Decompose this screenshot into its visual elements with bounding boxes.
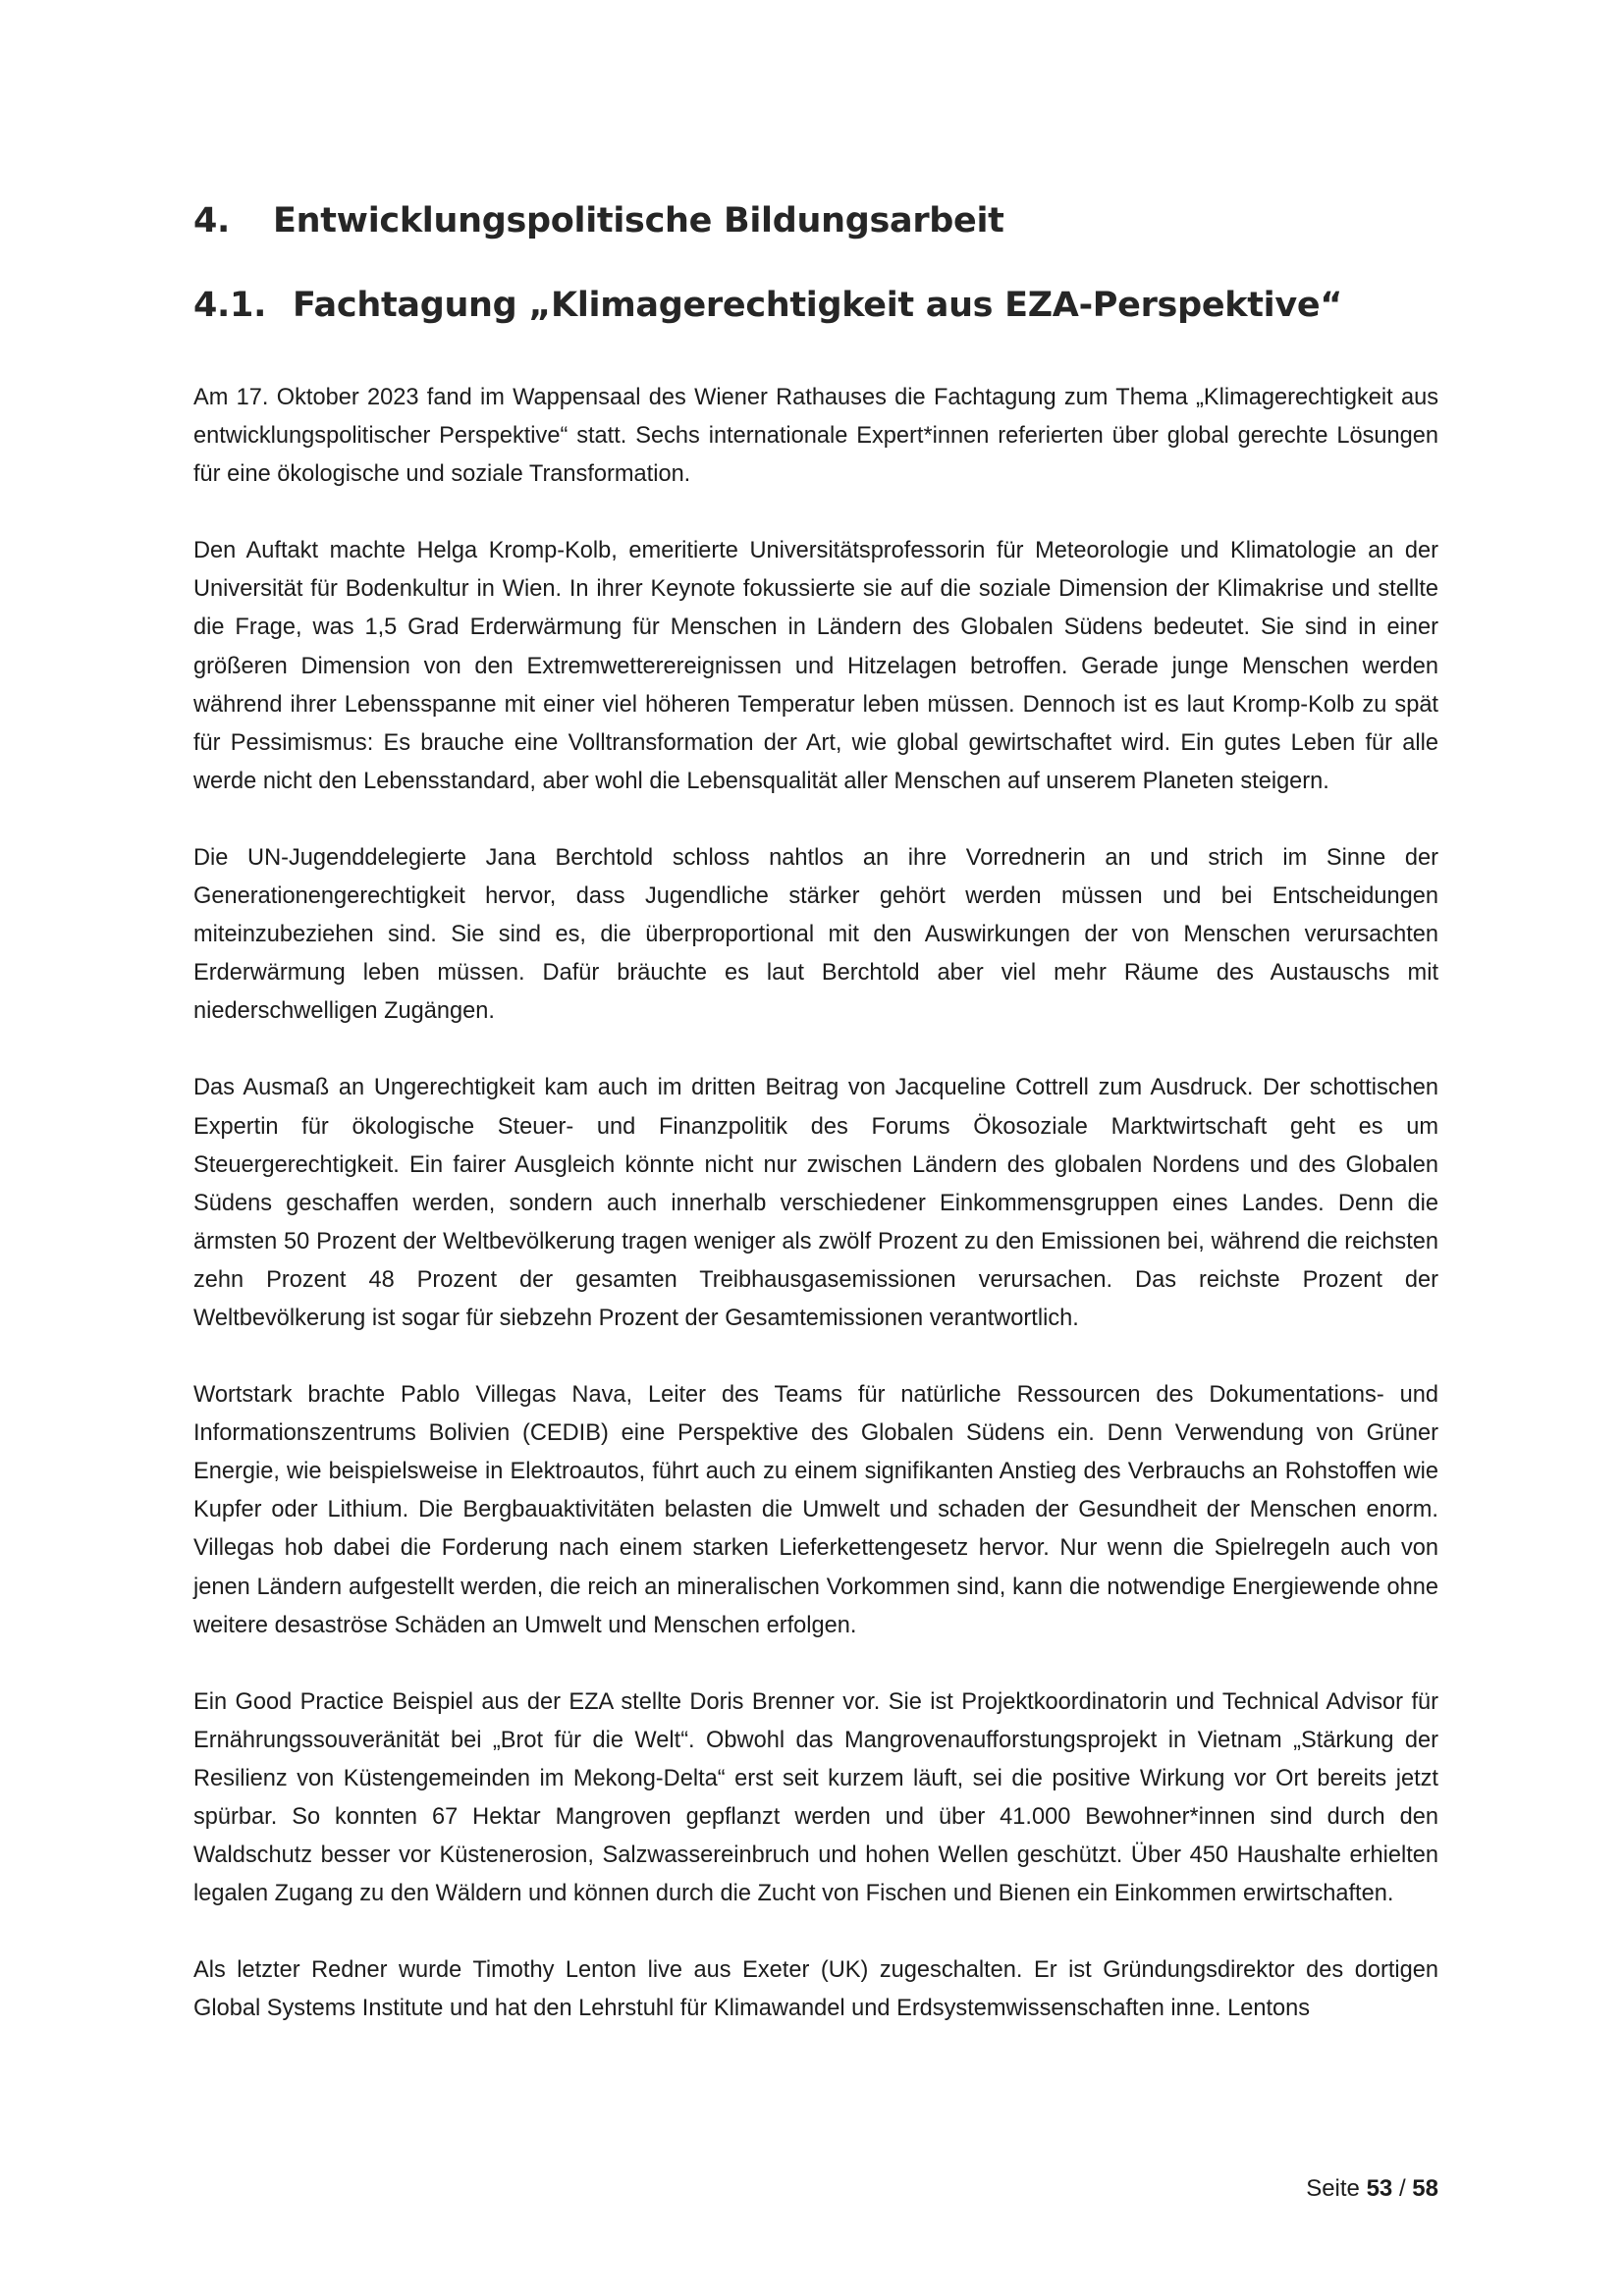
paragraph-intro: Am 17. Oktober 2023 fand im Wappensaal des Wiener Rathauses die Fachtagung zum Thema „Klimagerechtigkeit aus entwicklungspolitischer Perspektive“ statt. Sechs internationale Expert*innen referierten über global gerechte Lösungen für eine ökologische und soziale Transformation.: [193, 385, 1438, 488]
subsection-title: Fachtagung „Klimagerechtigkeit aus EZA-Perspektive“: [293, 286, 1343, 325]
paragraph-brenner: Ein Good Practice Beispiel aus der EZA stellte Doris Brenner vor. Sie ist Projektkoordinatorin und Technical Advisor für Ernährungssouveränität bei „Brot für die Welt“. Obwohl das Mangrovenaufforstungsprojekt in Vietnam „Stärkung der Resilienz von Küstengemeinden im Mekong-Delta“ erst seit kurzem läuft, sei die positive Wirkung vor Ort bereits jetzt spürbar. So konnten 67 Hektar Mangroven gepflanzt werden und über 41.000 Bewohner*innen sind durch den Waldschutz besser vor Küstenerosion, Salzwassereinbruch und hohen Wellen geschützt. Über 450 Haushalte erhielten legalen Zugang zu den Wäldern und können durch die Zucht von Fischen und Bienen ein Einkommen erwirtschaften.: [193, 1688, 1438, 1907]
paragraph-kromp-kolb: Den Auftakt machte Helga Kromp-Kolb, emeritierte Universitätsprofessorin für Meteorologie und Klimatologie an der Universität für Bodenkultur in Wien. In ihrer Keynote fokussierte sie auf die soziale Dimension der Klimakrise und stellte die Frage, was 1,5 Grad Erderwärmung für Menschen in Ländern des Globalen Südens bedeutet. Sie sind in einer größeren Dimension von den Extremwetterereignissen und Hitzelagen betroffen. Gerade junge Menschen werden während ihrer Lebensspanne mit einer viel höheren Temperatur leben müssen. Dennoch ist es laut Kromp-Kolb zu spät für Pessimismus: Es brauche eine Volltransformation der Art, wie global gewirtschaftet wird. Ein gutes Leben für alle werde nicht den Lebensstandard, aber wohl die Lebensqualität aller Menschen auf unserem Planeten steigern.: [193, 538, 1438, 794]
section-heading: [193, 196, 1438, 245]
paragraph-berchtold: Die UN-Jugenddelegierte Jana Berchtold schloss nahtlos an ihre Vorrednerin an und strich im Sinne der Generationengerechtigkeit hervor, dass Jugendliche stärker gehört werden müssen und bei Entscheidungen miteinzubeziehen sind. Sie sind es, die überproportional mit den Auswirkungen der von Menschen verursachten Erderwärmung leben müssen. Dafür bräuchte es laut Berchtold aber viel mehr Räume des Austauschs mit niederschwelligen Zugängen.: [193, 844, 1438, 1025]
subsection-heading: [193, 281, 1438, 330]
total-pages-number: 58: [1412, 2175, 1438, 2202]
body-text: [193, 379, 1438, 2028]
subsection-number: 4.1.: [193, 286, 267, 325]
section-title: Entwicklungspolitische Bildungsarbeit: [273, 201, 1004, 240]
section-number: 4.: [193, 201, 231, 240]
page-label: Seite: [1306, 2175, 1360, 2202]
paragraph-villegas: Wortstark brachte Pablo Villegas Nava, Leiter des Teams für natürliche Ressourcen des Dokumentations- und Informationszentrums Bolivien (CEDIB) eine Perspektive des Globalen Südens ein. Denn Verwendung von Grüner Energie, wie beispielsweise in Elektroautos, führt auch zu einem signifikanten Anstieg des Verbrauchs an Rohstoffen wie Kupfer oder Lithium. Die Bergbauaktivitäten belasten die Umwelt und schaden der Gesundheit der Menschen enorm. Villegas hob dabei die Forderung nach einem starken Lieferkettengesetz hervor. Nur wenn die Spielregeln auch von jenen Ländern aufgestellt werden, die reich an mineralischen Vorkommen sind, kann die notwendige Energiewende ohne weitere desaströse Schäden an Umwelt und Menschen erfolgen.: [193, 1382, 1438, 1638]
current-page-number: 53: [1366, 2175, 1393, 2202]
document-page: [193, 196, 1438, 2066]
paragraph-lenton: Als letzter Redner wurde Timothy Lenton live aus Exeter (UK) zugeschalten. Er ist Gründungsdirektor des dortigen Global Systems Institute und hat den Lehrstuhl für Klimawandel und Erdsystemwissenschaften inne. Lentons: [193, 1957, 1438, 2022]
page-separator: /: [1398, 2175, 1406, 2202]
page-footer: [1306, 2174, 1438, 2204]
paragraph-cottrell: Das Ausmaß an Ungerechtigkeit kam auch im dritten Beitrag von Jacqueline Cottrell zum Ausdruck. Der schottischen Expertin für ökologische Steuer- und Finanzpolitik des Forums Ökosoziale Marktwirtschaft geht es um Steuergerechtigkeit. Ein fairer Ausgleich könnte nicht nur zwischen Ländern des globalen Nordens und des Globalen Südens geschaffen werden, sondern auch innerhalb verschiedener Einkommensgruppen eines Landes. Denn die ärmsten 50 Prozent der Weltbevölkerung tragen weniger als zwölf Prozent zu den Emissionen bei, während die reichsten zehn Prozent 48 Prozent der gesamten Treibhausgasemissionen verursachen. Das reichste Prozent der Weltbevölkerung ist sogar für siebzehn Prozent der Gesamtemissionen verantwortlich.: [193, 1075, 1438, 1331]
